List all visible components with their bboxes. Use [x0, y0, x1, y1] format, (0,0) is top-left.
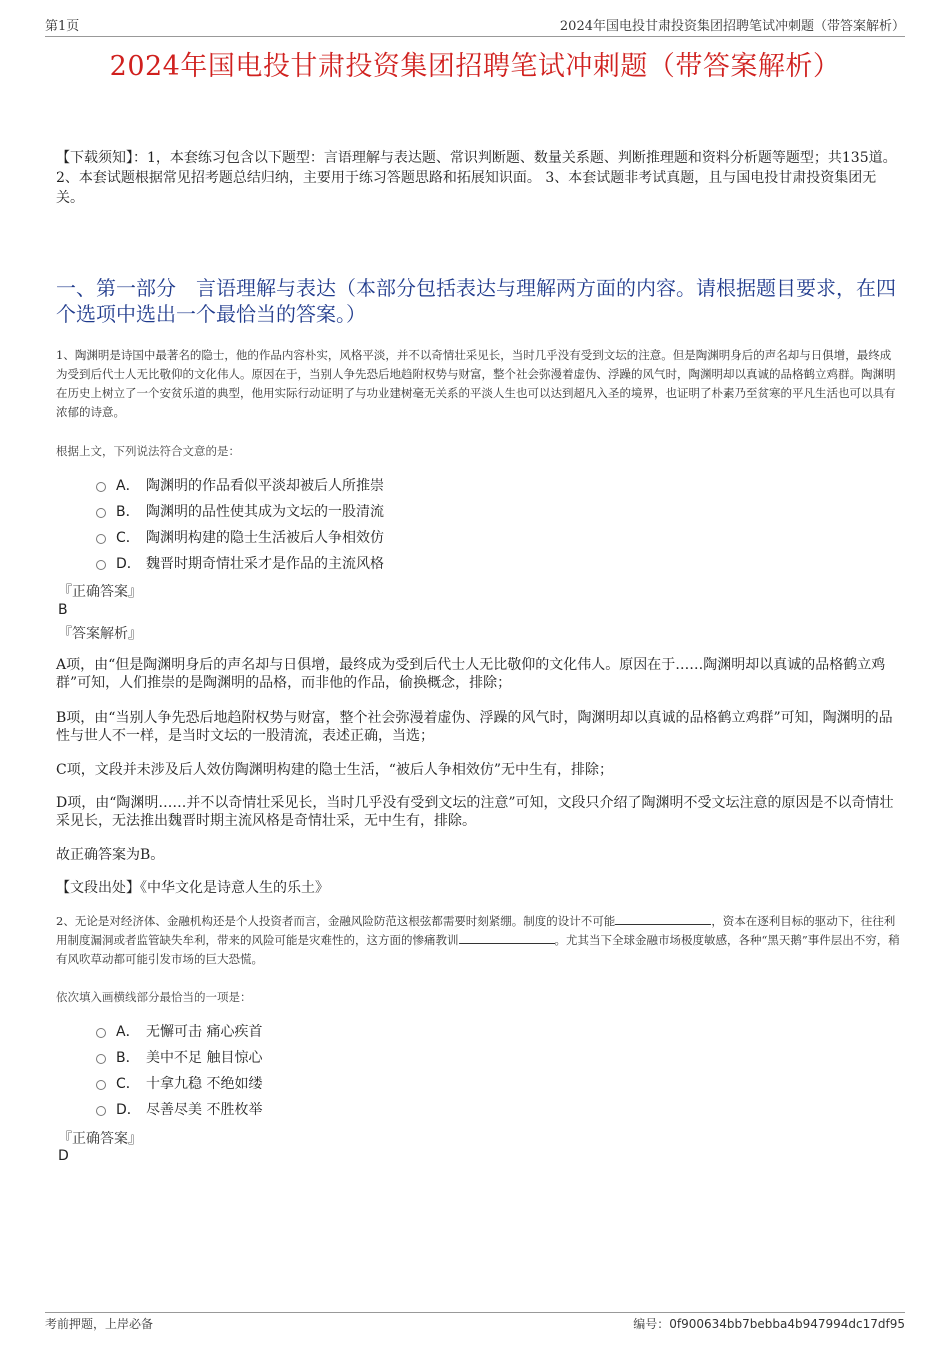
footer-code: 编号：0f900634bb7bebba4b947994dc17df95: [633, 1317, 905, 1331]
answer-label: 『正确答案』: [58, 584, 142, 600]
analysis-conclusion: 故正确答案为B。: [56, 847, 165, 863]
radio-icon[interactable]: [96, 508, 106, 518]
option-b[interactable]: B． 美中不足 触目惊心: [96, 1044, 262, 1070]
option-a[interactable]: A． 陶渊明的作品看似平淡却被后人所推崇: [96, 472, 384, 498]
analysis-c: C项，文段并未涉及后人效仿陶渊明构建的隐士生活，“被后人争相效仿”无中生有，排除；: [56, 762, 614, 778]
option-d[interactable]: D． 魏晋时期奇情壮采才是作品的主流风格: [96, 550, 384, 576]
footer-slogan: 考前押题，上岸必备: [45, 1317, 154, 1331]
answer-value: B: [58, 602, 68, 618]
analysis-a: A项，由“但是陶渊明身后的声名却与日俱增，最终成为受到后代士人无比敬仰的文化伟人。原因在于……陶渊明却以真诚的品格鹤立鸡群”可知，人们推崇的是陶渊明的品格，而非他的作品，偷换概念，排除；: [56, 657, 886, 691]
section-heading: 一、第一部分 言语理解与表达（本部分包括表达与理解两方面的内容。请根据题目要求，在四个选项中选出一个最恰当的答案。）: [56, 276, 896, 326]
radio-icon[interactable]: [96, 1106, 106, 1116]
question-2-prompt: 依次填入画横线部分最恰当的一项是：: [56, 990, 252, 1004]
page-footer: [45, 1312, 905, 1333]
question-2-options: [96, 1018, 262, 1122]
source-citation: 【文段出处】《中华文化是诗意人生的乐土》: [56, 880, 329, 896]
radio-icon[interactable]: [96, 482, 106, 492]
analysis-label: 『答案解析』: [58, 626, 142, 642]
analysis-d: D项，由“陶渊明……并不以奇情壮采见长，当时几乎没有受到文坛的注意”可知，文段只介绍了陶渊明不受文坛注意的原因是不以奇情壮采见长，无法推出魏晋时期主流风格是奇情壮采，无中生有，排除。: [56, 795, 894, 829]
option-a[interactable]: A． 无懈可击 痛心疾首: [96, 1018, 262, 1044]
fill-blank-1: [615, 912, 711, 925]
radio-icon[interactable]: [96, 1080, 106, 1090]
page-header: [45, 14, 905, 37]
analysis-b: B项，由“当别人争先恐后地趋附权势与财富，整个社会弥漫着虚伪、浮躁的风气时，陶渊明却以真诚的品格鹤立鸡群”可知，陶渊明的品性与世人不一样，是当时文坛的一股清流，表述正确，当选；: [56, 710, 893, 744]
radio-icon[interactable]: [96, 534, 106, 544]
question-2-text: 2、无论是对经济体、金融机构还是个人投资者而言，金融风险防范这根弦都需要时刻紧绷。制度的设计不可能 ，资本在逐利目标的驱动下，往往利用制度漏洞或者监管缺失牟利，带来的风险可能是灾难性的，这方面的惨痛教训 。尤其当下全球金融市场极度敏感，各种“黑天鹅”事件层出不穷，稍有风吹草动都可能引发市场的巨大恐慌。: [56, 914, 900, 966]
question-1-prompt: 根据上文，下列说法符合文意的是：: [56, 444, 240, 458]
page-number: 第1页: [45, 19, 80, 34]
option-d[interactable]: D． 尽善尽美 不胜枚举: [96, 1096, 262, 1122]
radio-icon[interactable]: [96, 1054, 106, 1064]
answer-label: 『正确答案』: [58, 1131, 142, 1147]
fill-blank-2: [459, 931, 555, 944]
radio-icon[interactable]: [96, 1028, 106, 1038]
answer-value: D: [58, 1148, 69, 1164]
radio-icon[interactable]: [96, 560, 106, 570]
option-c[interactable]: C． 十拿九稳 不绝如缕: [96, 1070, 262, 1096]
question-1-text: 1、陶渊明是诗国中最著名的隐士，他的作品内容朴实，风格平淡，并不以奇情壮采见长，当时几乎没有受到文坛的注意。但是陶渊明身后的声名却与日俱增，最终成为受到后代士人无比敬仰的文化伟人。原因在于，当别人争先恐后地趋附权势与财富，整个社会弥漫着虚伪、浮躁的风气时，陶渊明却以真诚的品格鹤立鸡群。陶渊明在历史上树立了一个安贫乐道的典型，他用实际行动证明了与功业建树毫无关系的平淡人生也可以达到超凡入圣的境界，也证明了朴素乃至贫寒的平凡生活也可以具有浓郁的诗意。: [56, 348, 896, 419]
option-b[interactable]: B． 陶渊明的品性使其成为文坛的一股清流: [96, 498, 384, 524]
header-doc-title: 2024年国电投甘肃投资集团招聘笔试冲刺题（带答案解析）: [559, 19, 905, 34]
page-title: 2024年国电投甘肃投资集团招聘笔试冲刺题（带答案解析）: [109, 51, 841, 82]
download-notice: 【下载须知】：1，本套练习包含以下题型：言语理解与表达题、常识判断题、数量关系题、判断推理题和资料分析题等题型；共135道。 2、本套试题根据常见招考题总结归纳，主要用于练习答题思路和拓展知识面。 3、本套试题非考试真题，且与国电投甘肃投资集团无关。: [56, 150, 897, 206]
question-1-options: [96, 472, 384, 576]
option-c[interactable]: C． 陶渊明构建的隐士生活被后人争相效仿: [96, 524, 384, 550]
